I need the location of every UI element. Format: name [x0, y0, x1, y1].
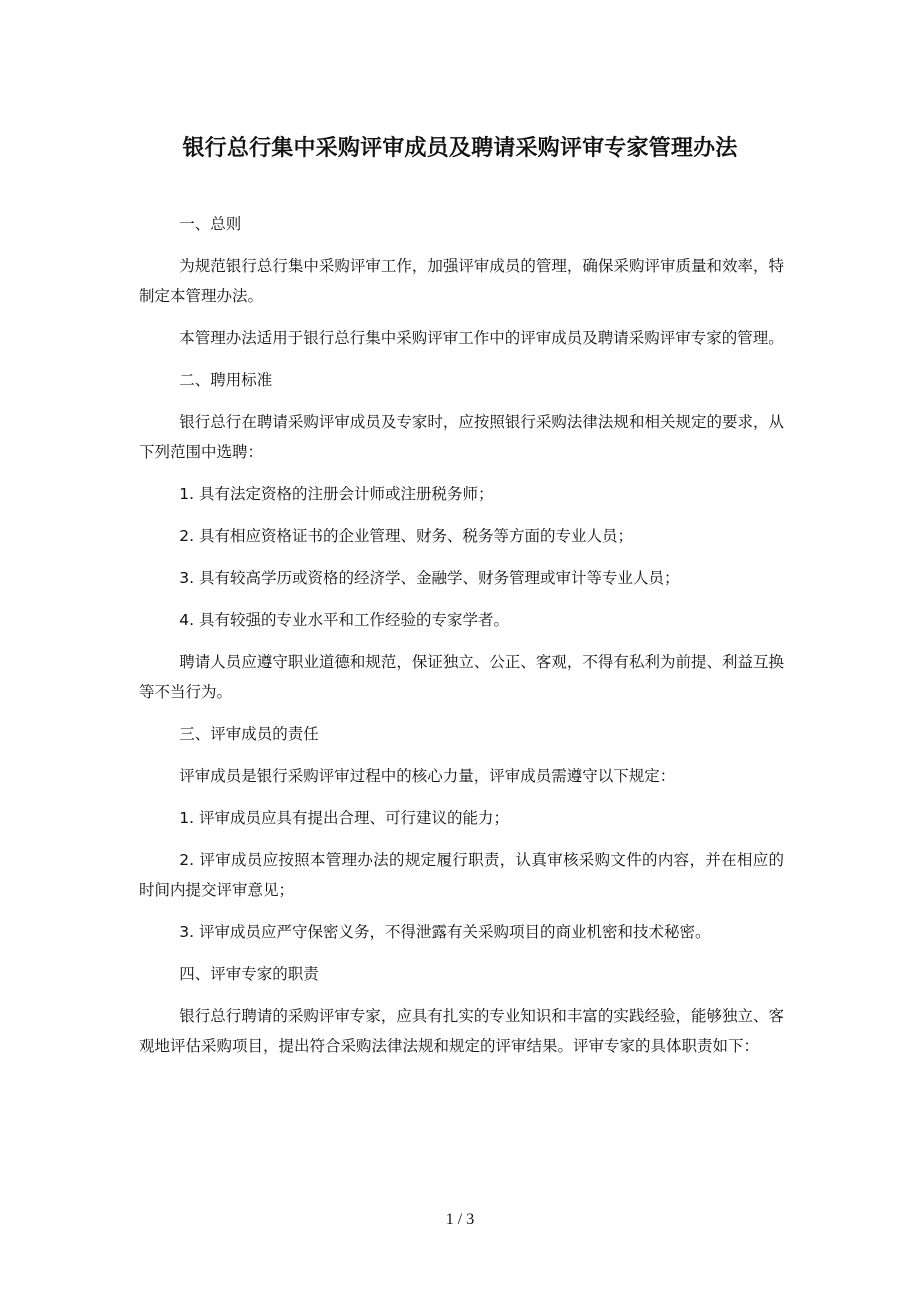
paragraph-scope: 本管理办法适用于银行总行集中采购评审工作中的评审成员及聘请采购评审专家的管理。 — [179, 329, 784, 347]
paragraph-purpose: 为规范银行总行集中采购评审工作，加强评审成员的管理，确保采购评审质量和效率，特制定本管理办法。 — [139, 257, 784, 305]
paragraph-expert-intro: 银行总行聘请的采购评审专家，应具有扎实的专业知识和丰富的实践经验，能够独立、客观地评估采购项目，提出符合采购法律法规和规定的评审结果。评审专家的具体职责如下： — [139, 1007, 784, 1055]
paragraph-hiring-intro: 银行总行在聘请采购评审成员及专家时，应按照银行采购法律法规和相关规定的要求，从下列范围中选聘： — [139, 413, 784, 461]
document-body — [139, 209, 784, 1073]
list-item-member-3: 3. 评审成员应严守保密义务，不得泄露有关采购项目的商业机密和技术秘密。 — [179, 923, 711, 941]
page-number: 1 / 3 — [445, 1211, 475, 1228]
section-heading-member-duties: 三、评审成员的责任 — [179, 725, 319, 743]
list-item-hiring-1: 1. 具有法定资格的注册会计师或注册税务师； — [179, 485, 494, 503]
document-title: 银行总行集中采购评审成员及聘请采购评审专家管理办法 — [182, 136, 738, 161]
paragraph-ethics: 聘请人员应遵守职业道德和规范，保证独立、公正、客观，不得有私利为前提、利益互换等不当行为。 — [139, 653, 784, 701]
list-item-member-2: 2. 评审成员应按照本管理办法的规定履行职责，认真审核采购文件的内容，并在相应的时间内提交评审意见； — [139, 851, 784, 899]
list-item-hiring-3: 3. 具有较高学历或资格的经济学、金融学、财务管理或审计等专业人员； — [179, 569, 680, 587]
list-item-hiring-4: 4. 具有较强的专业水平和工作经验的专家学者。 — [179, 611, 510, 629]
list-item-hiring-2: 2. 具有相应资格证书的企业管理、财务、税务等方面的专业人员； — [179, 527, 634, 545]
list-item-member-1: 1. 评审成员应具有提出合理、可行建议的能力； — [179, 809, 510, 827]
section-heading-expert-duties: 四、评审专家的职责 — [179, 965, 319, 983]
section-heading-hiring-standards: 二、聘用标准 — [179, 371, 273, 389]
paragraph-member-intro: 评审成员是银行采购评审过程中的核心力量，评审成员需遵守以下规定： — [179, 767, 676, 785]
section-heading-general: 一、总则 — [179, 215, 242, 233]
